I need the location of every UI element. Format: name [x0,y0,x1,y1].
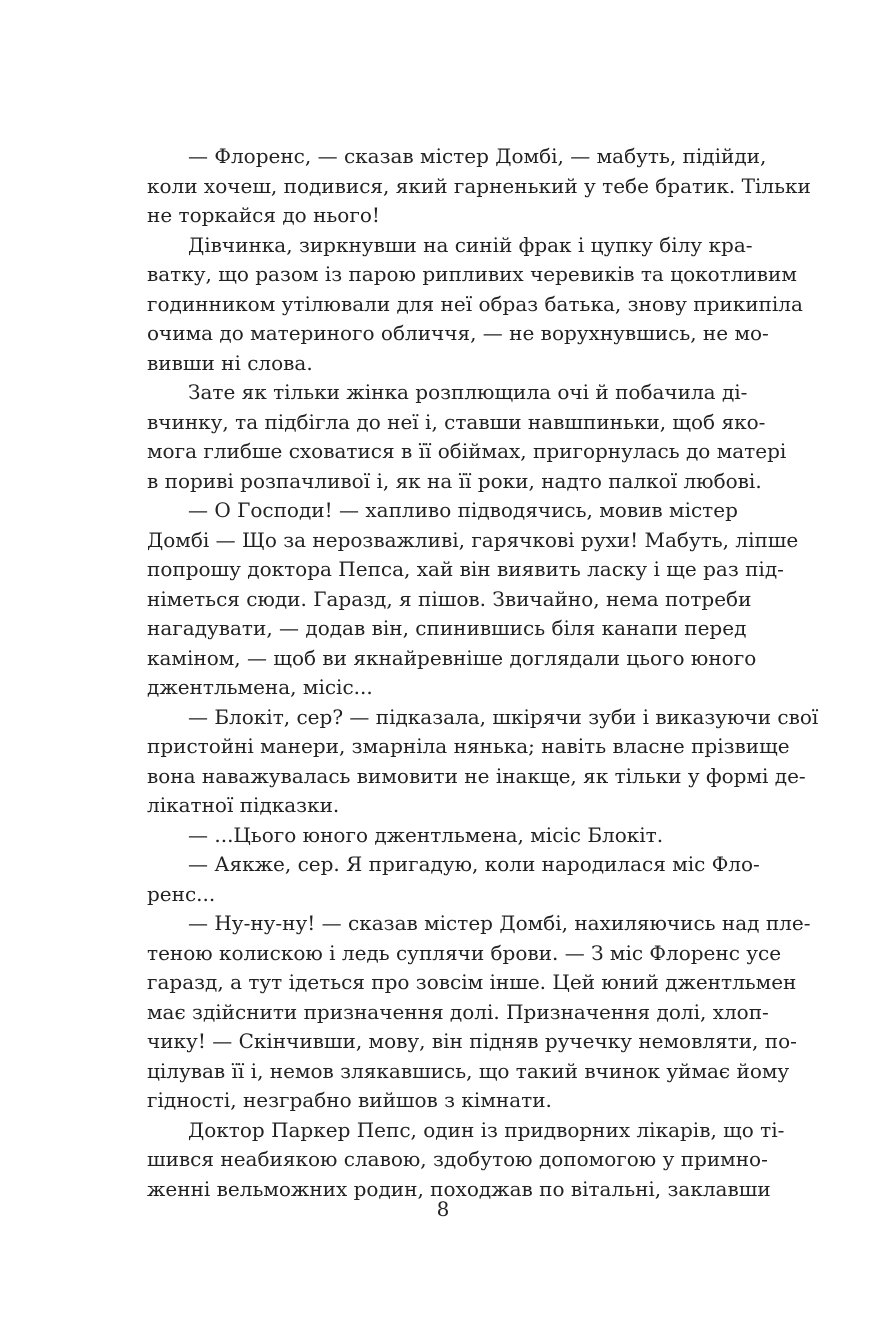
text-line: — Флоренс, — сказав містер Домбі, — мабуть, підійди, [188,144,767,168]
text-line: коли хочеш, подивися, який гарненький у тебе братик. Тільки [147,173,811,198]
text-line: в пориві розпачливої і, як на її роки, надто палкої любові. [147,468,762,493]
text-line: очима до материного обличчя, — не ворухнувшись, не мо- [147,321,769,345]
text-line: теною колискою і ледь суплячи брови. — З міс Флоренс усе [147,940,782,965]
text-line: шився неабиякою славою, здобутою допомогою у примно- [147,1147,768,1171]
text-line: Домбі — Що за нерозважливі, гарячкові рухи! Мабуть, ліпше [147,527,799,552]
text-line: лікатної підказки. [147,793,340,817]
paragraph [147,909,811,1116]
text-line: вчинку, та підбігла до неї і, ставши навшпиньки, щоб яко- [147,409,766,434]
text-line: годинником утілювали для неї образ батька, знову прикипіла [147,291,803,316]
text-line: — Аякже, сер. Я пригадую, коли народилася міс Фло- [188,852,760,876]
paragraph [147,496,799,703]
text-line: чику! — Скінчивши, мову, він підняв ручечку немовляти, по- [147,1029,797,1053]
paragraph [147,703,819,821]
text-line: вона наважувалась вимовити не інакще, як тільки у формі де- [147,763,806,788]
paragraph [147,821,736,851]
paragraph [147,850,760,909]
text-line: попрошу доктора Пепса, хай він виявить ласку і ще раз під- [147,557,784,581]
text-line: — ...Цього юного джентльмена, місіс Блокіт. [188,822,664,847]
text-line: джентльмена, місіс... [147,675,373,699]
text-line: гаразд, а тут ідеться про зовсім інше. Цей юний джентльмен [147,970,797,994]
text-line: пристойні манери, змарніла нянька; навіть власне прізвище [147,734,790,758]
text-line: не торкайся до нього! [147,203,380,227]
text-line: цілував її і, немов злякавшись, що такий вчинок уймає йому [147,1058,790,1083]
text-line: нагадувати, — додав він, спинившись біля канапи перед [147,616,747,640]
text-line: вивши ні слова. [147,350,313,375]
paragraph [147,142,811,231]
text-line: ренс... [147,881,216,906]
text-line: — О Господи! — хапливо підводячись, мовив містер [188,498,738,522]
text-line: мога глибше сховатися в її обіймах, пригорнулась до матері [147,439,787,463]
text-line: женні вельможних родин, походжав по вітальні, заклавши [147,1176,771,1201]
text-line: — Ну-ну-ну! — сказав містер Домбі, нахиляючись над пле- [188,911,811,935]
text-line: має здійснити призначення долі. Призначення долі, хлоп- [147,999,769,1024]
page-number: 8 [436,1197,450,1221]
text-line: німеться сюди. Гаразд, я пішов. Звичайно, нема потреби [147,586,752,611]
paragraph [147,378,787,496]
paragraph [147,1116,785,1205]
text-line: Зате як тільки жінка розплющила очі й побачила ді- [188,380,748,404]
paragraph [147,231,803,379]
page-body [147,142,819,1204]
text-line: ватку, що разом із парою рипливих черевиків та цокотливим [147,262,797,286]
text-line: гідності, незграбно вийшов з кімнати. [147,1088,552,1112]
text-line: каміном, — щоб ви якнайревніше доглядали цього юного [147,645,757,670]
text-line: Дівчинка, зиркнувши на синій фрак і цупку білу кра- [188,232,753,257]
text-line: — Блокіт, сер? — підказала, шкірячи зуби і виказуючи свої [188,704,819,729]
text-line: Доктор Паркер Пепс, один із придворних лікарів, що ті- [188,1117,785,1142]
